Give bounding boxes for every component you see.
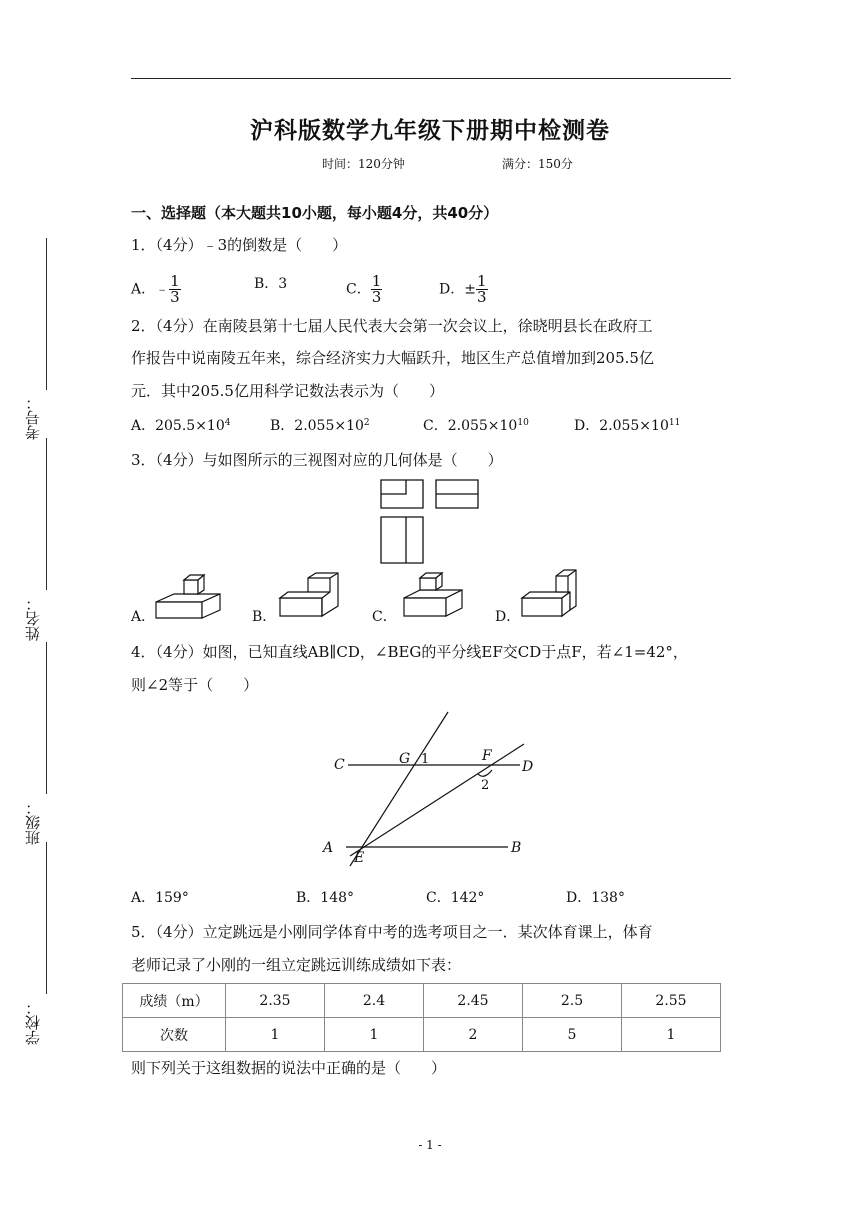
- exam-number-label: 考号：: [24, 395, 42, 440]
- table-cell: 1: [622, 1018, 721, 1052]
- q2-line2: 作报告中说南陵五年来，综合经济实力大幅跃升，地区生产总值增加到205.5亿: [131, 349, 654, 367]
- label-c: C: [334, 757, 345, 773]
- table-cell: 2.45: [424, 984, 523, 1018]
- q5-after: 则下列关于这组数据的说法中正确的是（ ）: [131, 1059, 447, 1077]
- q5-line2: 老师记录了小刚的一组立定跳远训练成绩如下表：: [131, 956, 462, 974]
- label-g: G: [399, 751, 411, 767]
- solid-b-icon: [272, 570, 348, 624]
- section-heading: 一、选择题（本大题共10小题，每小题4分，共40分）: [131, 204, 499, 222]
- score-table: [122, 983, 721, 1052]
- q2-option-c: C．$2.055\times 10^{10}$: [423, 418, 529, 434]
- q4-option-d: D．138°: [566, 890, 625, 906]
- label-2: 2: [481, 778, 490, 793]
- table-cell: 2.4: [325, 984, 424, 1018]
- top-rule: [131, 78, 731, 79]
- label-f: F: [482, 748, 492, 764]
- line-eg: [350, 712, 448, 866]
- solid-a-icon: [150, 570, 226, 624]
- label-1: 1: [421, 752, 430, 767]
- q3-option-a: A．: [131, 609, 156, 625]
- table-cell: 成绩（m）: [123, 984, 226, 1018]
- school-line: [46, 842, 47, 994]
- q1-option-a: A．﹣ $\frac{1}{3}$: [131, 272, 180, 306]
- class-label: 班级：: [24, 800, 42, 845]
- label-e: E: [354, 850, 365, 866]
- table-cell: 2.5: [523, 984, 622, 1018]
- q4-option-b: B．148°: [296, 890, 355, 906]
- school-label: 学校：: [24, 1000, 42, 1045]
- three-view-figure: [378, 477, 482, 567]
- q1-option-c: C． $\frac{1}{3}$: [346, 272, 382, 306]
- q3-stem: 3．（4分）与如图所示的三视图对应的几何体是（ ）: [131, 451, 503, 469]
- q4-line2: 则∠2等于（ ）: [131, 676, 259, 694]
- q4-option-c: C．142°: [426, 890, 485, 906]
- q4-option-a: A．159°: [131, 890, 189, 906]
- solid-d-icon: [516, 566, 592, 624]
- table-cell: 5: [523, 1018, 622, 1052]
- table-cell: 2.55: [622, 984, 721, 1018]
- table-row: [123, 984, 721, 1018]
- label-a: A: [323, 840, 334, 856]
- table-cell: 1: [325, 1018, 424, 1052]
- page-number: - 1 -: [418, 1138, 442, 1152]
- name-line: [46, 438, 47, 590]
- top-view: [381, 517, 423, 563]
- name-label: 姓名：: [24, 596, 42, 641]
- full-score: 满分：150分: [502, 157, 573, 171]
- q1-option-d: D．± $\frac{1}{3}$: [439, 272, 487, 306]
- parallel-lines-figure: [320, 708, 550, 868]
- q2-option-a: A．$205.5\times 10^4$: [131, 418, 231, 434]
- table-row: [123, 1018, 721, 1052]
- table-cell: 次数: [123, 1018, 226, 1052]
- table-cell: 2: [424, 1018, 523, 1052]
- q5-line1: 5．（4分）立定跳远是小刚同学体育中考的选考项目之一．某次体育课上，体育: [131, 923, 653, 941]
- q3-option-c: C．: [372, 609, 397, 625]
- class-line: [46, 642, 47, 794]
- q2-option-d: D．$2.055\times 10^{11}$: [574, 418, 681, 434]
- q1-option-b: B．3: [254, 276, 288, 292]
- q3-option-d: D．: [495, 609, 521, 625]
- line-ef: [350, 744, 524, 856]
- label-b: B: [511, 840, 522, 856]
- page-title: 沪科版数学九年级下册期中检测卷: [250, 118, 610, 144]
- q2-line3: 元．其中205.5亿用科学记数法表示为（ ）: [131, 382, 444, 400]
- angle-2-arc: [478, 770, 492, 776]
- exam-time: 时间：120分钟: [322, 157, 405, 171]
- exam-number-line: [46, 238, 47, 390]
- q2-line1: 2．（4分）在南陵县第十七届人民代表大会第一次会议上，徐晓明县长在政府工: [131, 317, 653, 335]
- table-cell: 1: [226, 1018, 325, 1052]
- q1-stem: 1．（4分）﹣3的倒数是（ ）: [131, 236, 348, 254]
- table-cell: 2.35: [226, 984, 325, 1018]
- label-d: D: [522, 759, 534, 775]
- solid-c-icon: [398, 570, 470, 624]
- q3-option-b: B．: [252, 609, 277, 625]
- q2-option-b: B．$2.055\times 10^2$: [270, 418, 370, 434]
- q4-line1: 4．（4分）如图，已知直线AB∥CD，∠BEG的平分线EF交CD于点F，若∠1=42°，: [131, 643, 688, 661]
